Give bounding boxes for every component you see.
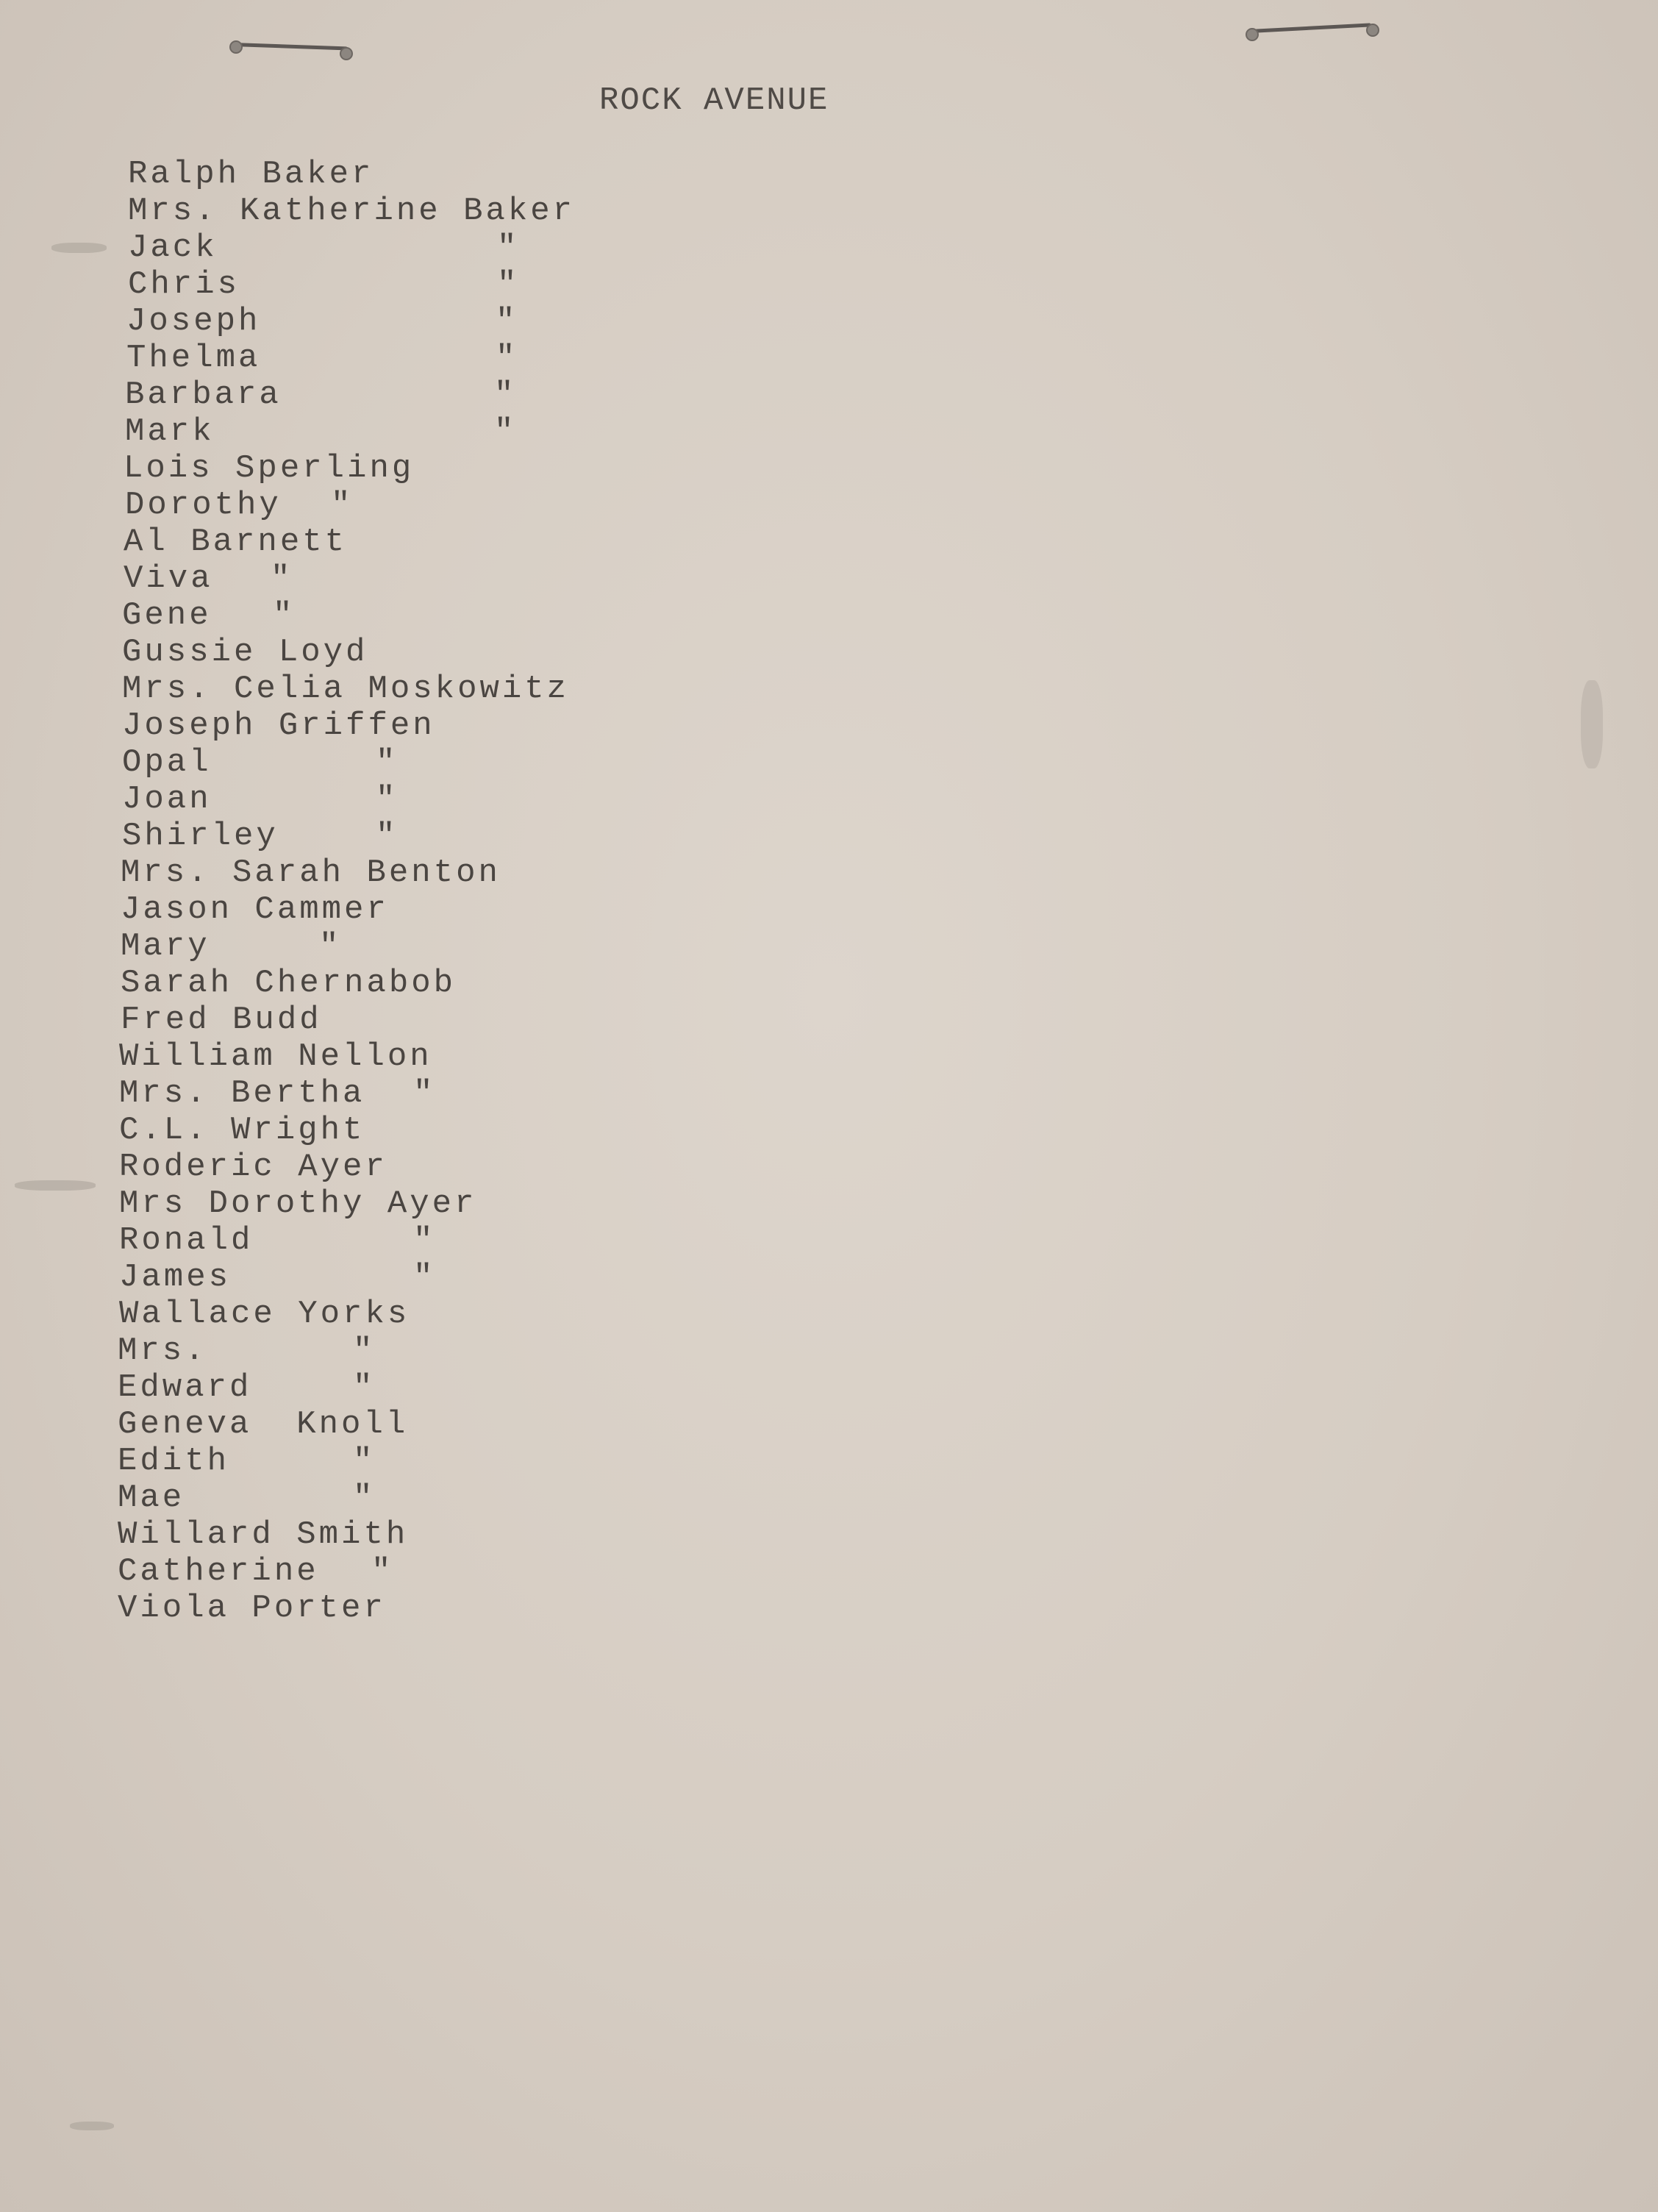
ditto-mark: " [353, 1443, 376, 1480]
ditto-mark: " [496, 303, 518, 340]
resident-name: James [119, 1259, 232, 1296]
ditto-mark: " [353, 1480, 376, 1516]
paper-smudge [51, 243, 107, 253]
resident-name: Sarah Chernabob [121, 965, 457, 1002]
resident-name: Fred Budd [121, 1002, 322, 1038]
resident-name: Thelma [126, 340, 261, 377]
list-item [118, 1369, 376, 1406]
ditto-mark: " [496, 340, 518, 377]
ditto-mark: " [271, 560, 293, 597]
ditto-mark: " [376, 781, 399, 818]
ditto-mark: " [497, 266, 520, 303]
resident-name: Opal [122, 744, 212, 781]
paper-smudge [15, 1180, 96, 1191]
resident-name: Dorothy [125, 487, 282, 524]
ditto-mark: " [273, 597, 296, 634]
resident-name: Ralph Baker [128, 156, 374, 193]
resident-name: Al Barnett [124, 524, 348, 560]
resident-name: Wallace Yorks [119, 1296, 410, 1332]
resident-name: Barbara [125, 377, 282, 413]
staple-hole [1246, 28, 1259, 41]
list-item [125, 487, 354, 524]
list-item [121, 855, 501, 891]
ditto-mark: " [353, 1332, 376, 1369]
paper-smudge [70, 2122, 114, 2130]
resident-name: Gussie Loyd [122, 634, 368, 671]
list-item [125, 413, 517, 450]
staple-left [234, 43, 348, 50]
ditto-mark: " [494, 377, 517, 413]
resident-name: Chris [128, 266, 240, 303]
list-item [126, 303, 518, 340]
paper-smudge [1581, 680, 1603, 768]
list-item [119, 1038, 432, 1075]
list-item [122, 597, 296, 634]
resident-name: Mrs. [118, 1332, 207, 1369]
list-item [121, 965, 457, 1002]
list-item [119, 1075, 436, 1112]
list-item [126, 340, 518, 377]
list-item [124, 524, 348, 560]
list-item [119, 1112, 365, 1149]
staple-right [1250, 23, 1371, 33]
resident-name: Joseph Griffen [122, 707, 435, 744]
resident-name: Mrs. Bertha [119, 1075, 365, 1112]
resident-name: Geneva Knoll [118, 1406, 409, 1443]
ditto-mark: " [376, 818, 399, 855]
list-item [118, 1332, 376, 1369]
resident-name: William Nellon [119, 1038, 432, 1075]
list-item [119, 1149, 387, 1185]
list-item [122, 634, 368, 671]
resident-name: Mrs. Katherine Baker [128, 193, 576, 229]
list-item [122, 744, 399, 781]
list-item [122, 671, 570, 707]
list-item [125, 377, 517, 413]
list-item [122, 818, 399, 855]
resident-name: Ronald [119, 1222, 254, 1259]
list-item [122, 781, 399, 818]
ditto-mark: " [494, 413, 517, 450]
ditto-mark: " [413, 1075, 436, 1112]
staple-hole [340, 47, 353, 60]
resident-name: Lois Sperling [124, 450, 415, 487]
resident-name: Shirley [122, 818, 279, 855]
resident-name: C.L. Wright [119, 1112, 365, 1149]
list-item [119, 1296, 410, 1332]
resident-name: Willard Smith [118, 1516, 409, 1553]
ditto-mark: " [413, 1259, 436, 1296]
list-item [118, 1516, 409, 1553]
list-item [119, 1259, 436, 1296]
list-item [124, 560, 293, 597]
ditto-mark: " [331, 487, 354, 524]
list-item [118, 1406, 409, 1443]
resident-name: Mrs Dorothy Ayer [119, 1185, 477, 1222]
resident-list [118, 156, 576, 1627]
resident-name: Edward [118, 1369, 252, 1406]
list-item [118, 1553, 394, 1590]
list-item [122, 707, 435, 744]
resident-name: Gene [122, 597, 212, 634]
list-item [118, 1480, 376, 1516]
ditto-mark: " [353, 1369, 376, 1406]
resident-name: Edith [118, 1443, 230, 1480]
staple-hole [229, 40, 243, 54]
resident-name: Mrs. Sarah Benton [121, 855, 501, 891]
list-item [119, 1185, 477, 1222]
resident-name: Mae [118, 1480, 185, 1516]
page-title: ROCK AVENUE [599, 82, 829, 119]
resident-name: Roderic Ayer [119, 1149, 387, 1185]
staple-hole [1366, 24, 1379, 37]
ditto-mark: " [319, 928, 342, 965]
resident-name: Mark [125, 413, 215, 450]
resident-name: Viva [124, 560, 213, 597]
list-item [121, 891, 389, 928]
resident-name: Catherine [118, 1553, 319, 1590]
list-item [121, 1002, 322, 1038]
list-item [119, 1222, 436, 1259]
resident-name: Jack [128, 229, 218, 266]
resident-name: Mary [121, 928, 210, 965]
resident-name: Mrs. Celia Moskowitz [122, 671, 570, 707]
ditto-mark: " [413, 1222, 436, 1259]
resident-name: Joseph [126, 303, 261, 340]
ditto-mark: " [371, 1553, 394, 1590]
ditto-mark: " [376, 744, 399, 781]
list-item [118, 1443, 376, 1480]
resident-name: Viola Porter [118, 1590, 386, 1627]
resident-name: Jason Cammer [121, 891, 389, 928]
list-item [118, 1590, 386, 1627]
list-item [124, 450, 415, 487]
ditto-mark: " [497, 229, 520, 266]
list-item [121, 928, 342, 965]
resident-name: Joan [122, 781, 212, 818]
